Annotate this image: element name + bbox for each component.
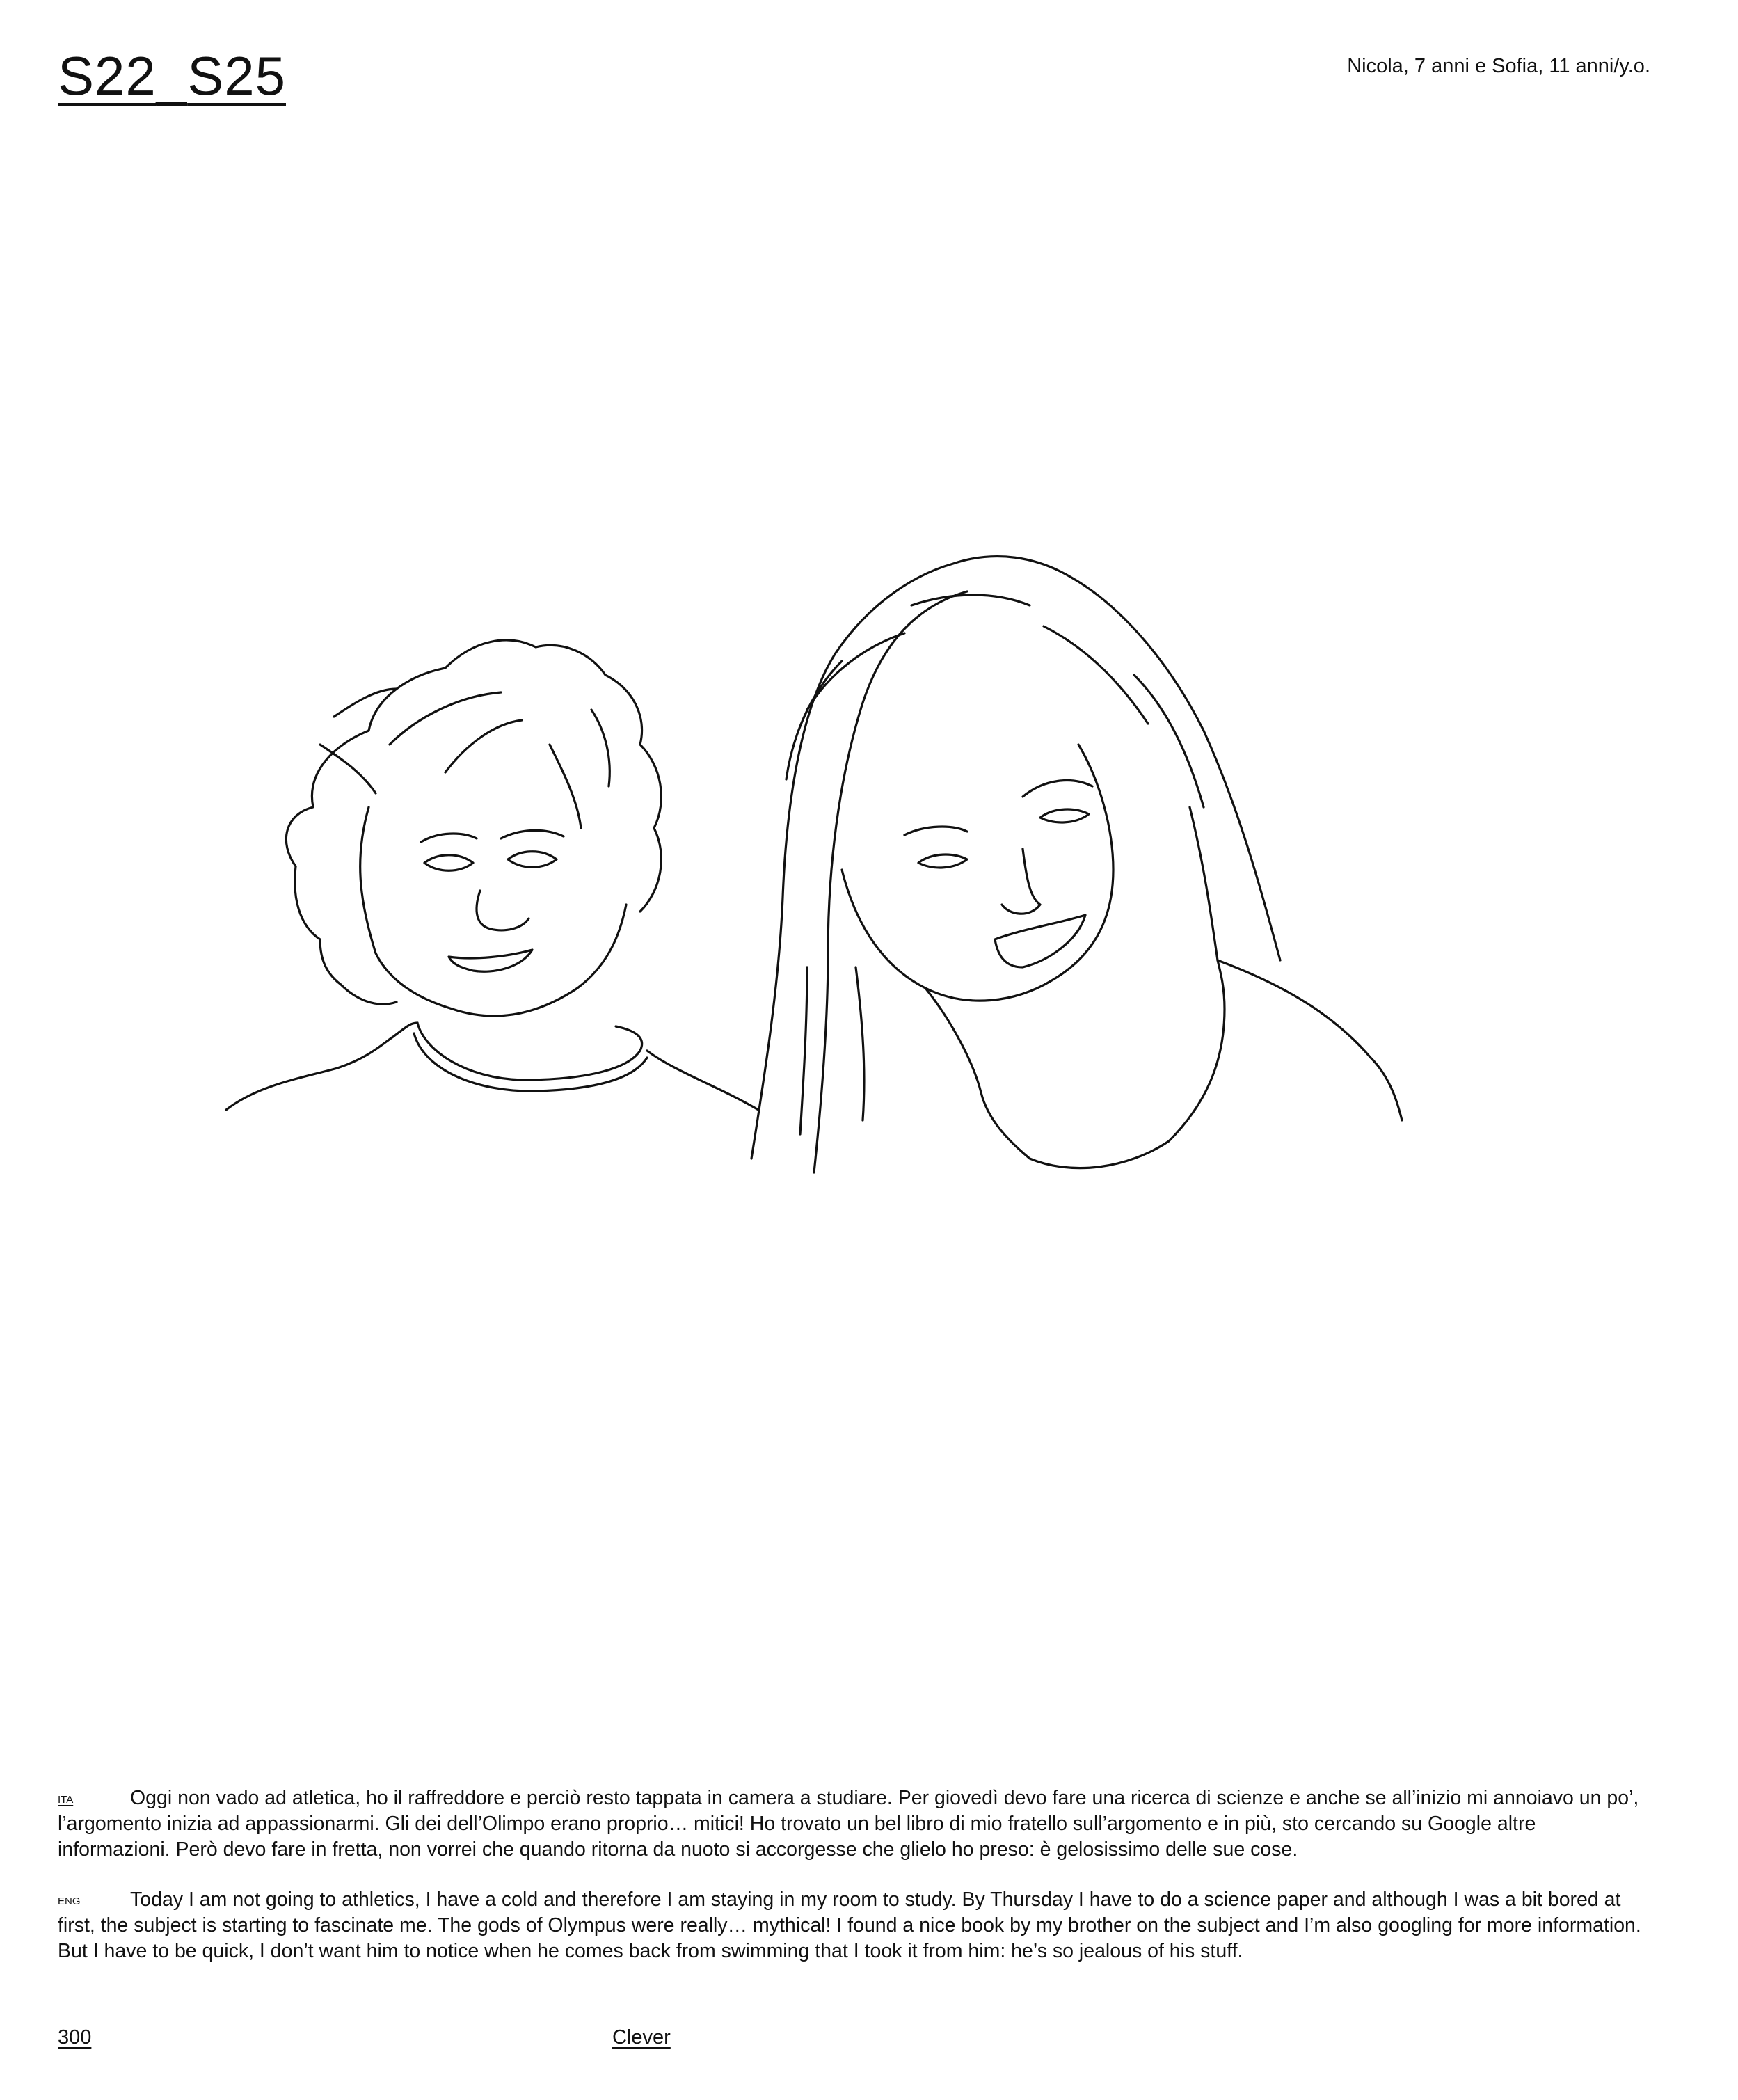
boy-shirt-right xyxy=(647,1051,758,1110)
boy-nose xyxy=(477,891,529,930)
boy-hair-left xyxy=(295,866,397,1004)
girl-mouth xyxy=(995,915,1085,967)
english-paragraph xyxy=(58,1887,1650,1964)
english-text: Today I am not going to athletics, I have a cold and therefore I am staying in my room to study. By Thursday I have to do a science paper and although I was a bit bored at first, the subject is starting to fascinate me. The gods of Olympus were really… mythical! I found a nice book by my brother on the subject and I’m also googling for more information. But I have to be quick, I don’t want him to notice when he comes back from swimming that I took it from him: he’s so jealous of his stuff. xyxy=(58,1888,1641,1962)
girl-right-brow xyxy=(1023,781,1092,797)
page-code-title xyxy=(58,45,286,106)
code-part-2: S25 xyxy=(187,45,286,106)
girl-face-outline xyxy=(842,745,1113,1001)
girl-hair-strand-6 xyxy=(1190,807,1218,960)
girl-hair-strand-3 xyxy=(911,595,1030,605)
code-part-1: S22 xyxy=(58,45,157,106)
boy-mouth xyxy=(449,950,532,971)
girl-hair-strand-1 xyxy=(786,661,842,779)
girl-hair-strand-5 xyxy=(1134,675,1204,807)
boy-hair xyxy=(286,640,661,912)
section-name: Clever xyxy=(612,2026,671,2049)
italian-paragraph xyxy=(58,1785,1650,1863)
girl-hair-strand-7 xyxy=(800,967,807,1134)
girl-hair-left-inner xyxy=(814,591,967,1172)
boy-collar xyxy=(417,1023,642,1080)
italian-text: Oggi non vado ad atletica, ho il raffreddore e perciò resto tappata in camera a studiare. Per giovedì devo fare una ricerca di scienze e anche se all’inizio mi annoiavo un po’, l’argomento inizia ad appassionarmi. Gli dei dell’Olimpo erano proprio… mitici! Ho trovato un bel libro di mio fratello sull’argomento e in più, sto cercando su Google altre informazioni. Però devo fare in fretta, non vorrei che quando ritorna da nuoto si accorgesse che glielo ho preso: è gelosissimo delle sue cose. xyxy=(58,1787,1639,1861)
girl-nose xyxy=(1002,849,1040,914)
girl-right-eye xyxy=(1040,809,1089,822)
boy-hair-strand-6 xyxy=(591,710,609,786)
line-drawing-portrait-icon xyxy=(216,480,1524,1197)
language-label-eng: ENG xyxy=(58,1895,81,1907)
boy-collar-inner xyxy=(414,1033,647,1091)
boy-hair-strand-2 xyxy=(390,692,501,745)
boy-right-eye xyxy=(508,852,557,868)
boy-right-brow xyxy=(501,830,564,838)
boy-hair-strand-4 xyxy=(550,745,581,828)
boy-hair-strand-5 xyxy=(320,745,376,793)
girl-hair-strand-2 xyxy=(807,633,904,710)
boy-hair-strand-3 xyxy=(445,720,522,772)
girl-shoulder-right xyxy=(1218,960,1402,1120)
subjects-caption: Nicola, 7 anni e Sofia, 11 anni/y.o. xyxy=(1347,55,1650,77)
girl-left-brow xyxy=(904,827,967,835)
girl-hair-strand-4 xyxy=(1044,626,1148,724)
language-label-ita: ITA xyxy=(58,1794,74,1806)
boy-face-outline xyxy=(360,807,626,1016)
portrait-line-drawing xyxy=(216,480,1524,1197)
boy-hair-strand-1 xyxy=(334,689,397,717)
boy-left-brow xyxy=(421,834,477,842)
girl-left-eye xyxy=(918,854,967,868)
boy-shirt-outline xyxy=(226,1023,417,1110)
boy-left-eye xyxy=(424,855,473,871)
page-number: 300 xyxy=(58,2026,92,2049)
code-separator: _ xyxy=(156,45,188,106)
girl-hair-strand-8 xyxy=(856,967,864,1120)
girl-neck xyxy=(925,960,1225,1168)
